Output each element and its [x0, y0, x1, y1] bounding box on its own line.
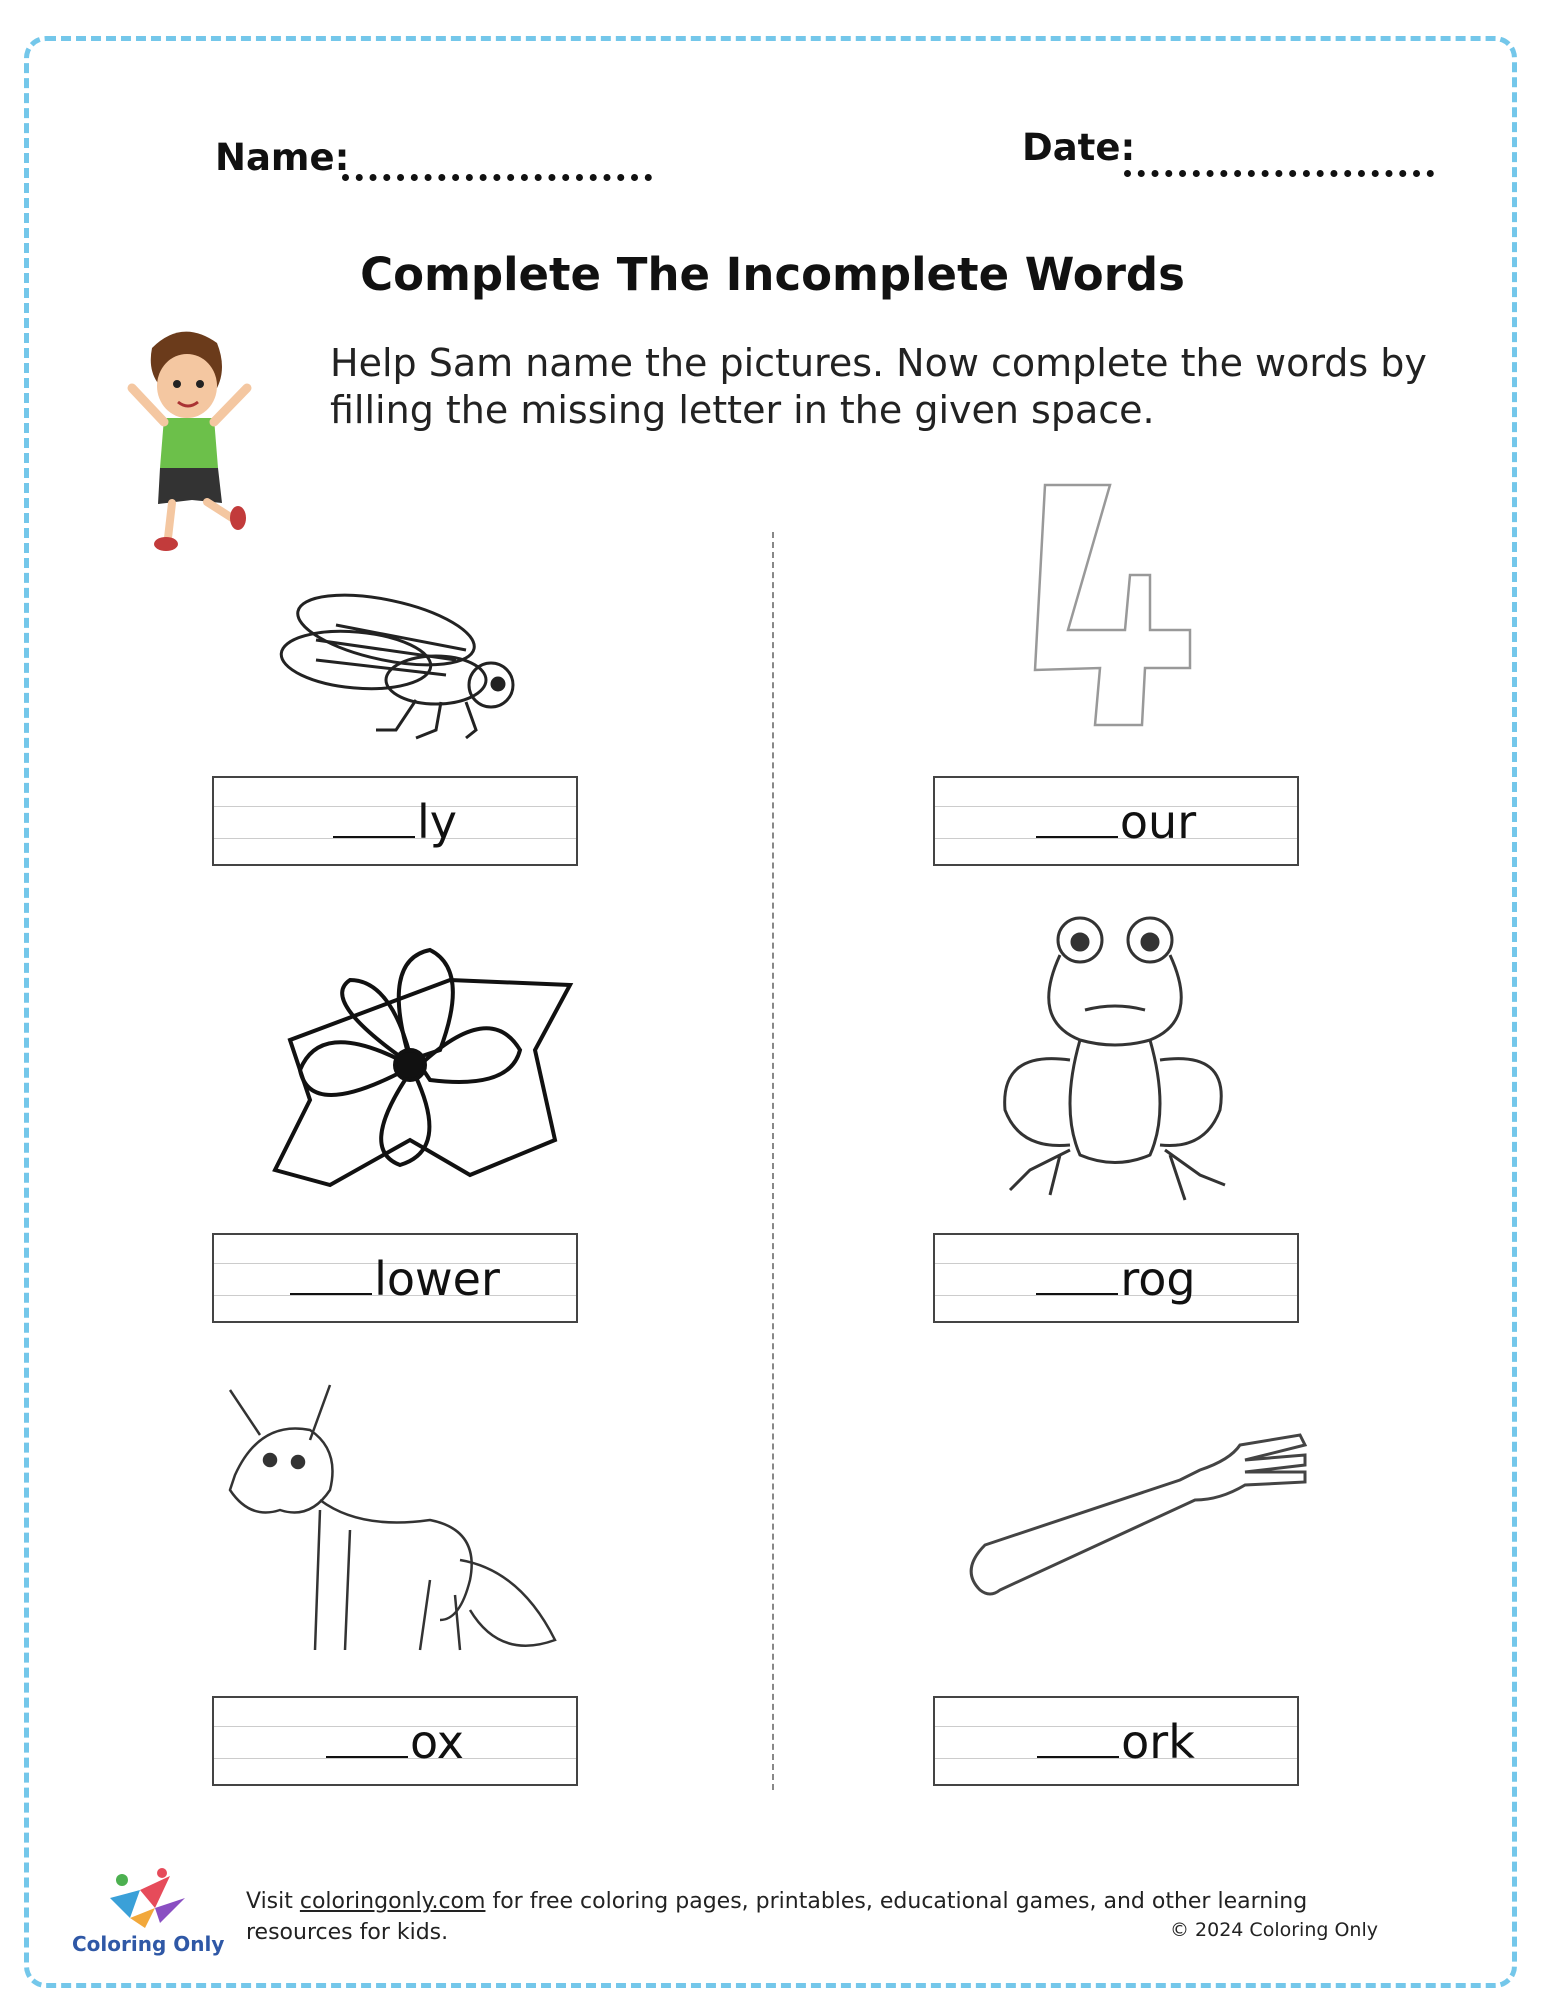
word-box-flower[interactable]	[212, 1233, 578, 1323]
blank-line[interactable]	[1036, 1283, 1118, 1295]
blank-line[interactable]	[290, 1283, 372, 1295]
worksheet-title: Complete The Incomplete Words	[360, 248, 1185, 301]
fox-icon	[220, 1380, 565, 1665]
footer-text: Visit coloringonly.com for free coloring pages, printables, educational games, and other learning resources for kids.	[246, 1889, 1308, 1945]
logo-text: Coloring Only	[72, 1932, 225, 1956]
word-suffix: ork	[1121, 1715, 1195, 1769]
word-suffix: ox	[410, 1715, 464, 1769]
blank-line[interactable]	[1036, 826, 1118, 838]
date-field-line[interactable]	[1124, 170, 1434, 177]
word-box-fork[interactable]	[933, 1696, 1299, 1786]
name-field-line[interactable]	[342, 174, 652, 181]
frog-icon	[990, 910, 1235, 1210]
fork-icon	[960, 1430, 1310, 1600]
coloringonly-link[interactable]: coloringonly.com	[299, 1889, 486, 1914]
name-label: Name:	[215, 136, 350, 179]
boy-icon	[122, 318, 262, 558]
copyright: © 2024 Coloring Only	[1170, 1919, 1378, 1941]
date-label: Date:	[1022, 126, 1136, 169]
coloring-only-logo-icon	[100, 1868, 190, 1930]
word-box-fly[interactable]	[212, 776, 578, 866]
word-box-fox[interactable]	[212, 1696, 578, 1786]
column-divider	[772, 532, 774, 1790]
word-suffix: our	[1119, 795, 1197, 849]
blank-line[interactable]	[1037, 1746, 1119, 1758]
four-icon	[1030, 480, 1200, 730]
word-suffix: rog	[1120, 1252, 1196, 1306]
instructions: Help Sam name the pictures. Now complete the words by filling the missing letter in the given space.	[330, 341, 1427, 432]
blank-line[interactable]	[333, 826, 415, 838]
flower-icon	[270, 940, 580, 1195]
word-suffix: ly	[416, 795, 457, 849]
word-box-four[interactable]	[933, 776, 1299, 866]
fly-icon	[276, 580, 536, 745]
blank-line[interactable]	[326, 1746, 408, 1758]
word-suffix: lower	[374, 1252, 500, 1306]
word-box-frog[interactable]	[933, 1233, 1299, 1323]
